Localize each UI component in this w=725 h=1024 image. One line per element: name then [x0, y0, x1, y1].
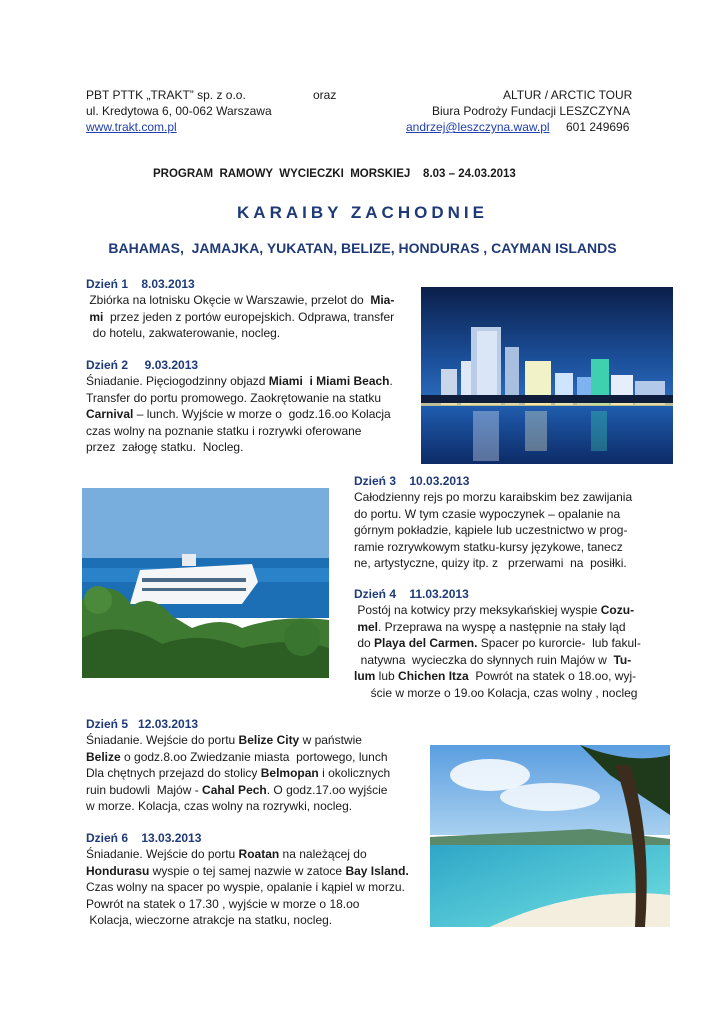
description-line — [86, 423, 416, 440]
text-segment: Śniadanie. Pięciogodzinny objazd — [86, 374, 269, 388]
day-description — [354, 602, 684, 701]
day-heading: Dzień 4 11.03.2013 — [354, 587, 469, 601]
text-segment: . O godz.17.oo wyjście — [266, 782, 388, 797]
day-block-3 — [354, 473, 684, 572]
description-line — [86, 292, 416, 309]
description-line — [86, 846, 426, 863]
day-block-4 — [354, 586, 684, 701]
description-line — [86, 798, 426, 815]
text-segment: natywna wycieczka do słynnych ruin Majów w — [354, 652, 614, 667]
text-segment: lub — [375, 669, 399, 683]
description-line — [354, 522, 684, 539]
description-line — [86, 782, 426, 799]
description-line — [354, 506, 684, 523]
text-segment: czas wolny na poznanie statku i rozrywki oferowane — [86, 423, 362, 438]
highlighted-place: Belize City — [238, 733, 300, 747]
highlighted-place: Playa del Carmen. — [374, 636, 478, 650]
text-segment: Zbiórka na lotnisku Okęcie w Warszawie, przelot do — [86, 293, 371, 307]
cruise-ship-photo — [82, 488, 329, 678]
text-segment: do portu. W tym czasie wypoczynek – opalanie na — [354, 506, 621, 521]
subtitle-destinations: BAHAMAS, JAMAJKA, YUKATAN, BELIZE, HONDURAS , CAYMAN ISLANDS — [108, 240, 617, 256]
text-segment: Powrót na statek o 18.oo, wyj- — [468, 669, 637, 683]
description-line — [354, 489, 684, 506]
highlighted-place: Tu- — [613, 652, 632, 667]
text-segment: w morze. Kolacja, czas wolny na rozrywki, nocleg. — [86, 799, 353, 813]
text-segment: na należącej do — [279, 847, 367, 861]
text-segment: przez jeden z portów europejskich. Odprawa, transfer — [103, 309, 395, 324]
highlighted-place: mel — [354, 619, 379, 634]
highlighted-place: Carnival — [86, 407, 134, 421]
miami-skyline-photo — [421, 287, 673, 464]
description-line — [354, 555, 684, 572]
day-description — [86, 846, 426, 929]
text-segment: wyspie o tej samej nazwie w zatoce — [149, 863, 346, 878]
highlighted-place: Chichen Itza — [398, 669, 469, 683]
agency-right-name: ALTUR / ARCTIC TOUR — [503, 88, 633, 102]
text-segment: Śniadanie. Wejście do portu — [86, 847, 239, 861]
highlighted-place: Hondurasu — [86, 863, 150, 878]
description-line — [354, 685, 684, 702]
day-heading: Dzień 6 13.03.2013 — [86, 831, 202, 845]
description-line — [354, 635, 684, 652]
text-segment: przez załogę statku. Nocleg. — [86, 440, 244, 454]
description-line — [86, 309, 416, 326]
day-description — [86, 373, 416, 456]
email-link[interactable]: andrzej@leszczyna.waw.pl — [406, 120, 550, 134]
text-segment: . Przeprawa na wyspę a następnie na stały ląd — [378, 619, 626, 634]
website-link[interactable]: www.trakt.com.pl — [86, 120, 177, 134]
description-line — [86, 439, 416, 456]
text-segment: Śniadanie. Wejście do portu — [86, 733, 239, 747]
description-line — [86, 749, 426, 766]
day-block-2 — [86, 357, 416, 456]
agency-right-foundation: Biura Podroży Fundacji LESZCZYNA — [432, 104, 631, 118]
highlighted-place: Miami i Miami Beach — [268, 374, 390, 388]
highlighted-place: Belize — [86, 749, 121, 764]
description-line — [354, 668, 684, 685]
description-line — [86, 912, 426, 929]
description-line — [354, 539, 684, 556]
description-line — [86, 325, 416, 342]
text-segment: w państwie — [299, 733, 362, 747]
description-line — [86, 390, 416, 407]
day-description — [86, 292, 416, 342]
text-segment: Dla chętnych przejazd do stolicy — [86, 766, 261, 780]
highlighted-place: Cahal Pech — [202, 782, 267, 797]
text-segment: Postój na kotwicy przy meksykańskiej wyspie — [354, 603, 601, 617]
highlighted-place: Roatan — [238, 847, 280, 861]
day-description — [354, 489, 684, 572]
text-segment: ne, artystyczne, quizy itp. z przerwami na posiłki. — [354, 556, 627, 570]
text-segment: ruin budowli Majów - — [86, 782, 203, 797]
description-line — [354, 652, 684, 669]
text-segment: – lunch. Wyjście w morze o godz.16.oo Kolacja — [133, 407, 391, 421]
beach-photo — [430, 745, 670, 927]
text-segment: Spacer po kurorcie- lub fakul- — [477, 636, 641, 650]
description-line — [86, 896, 426, 913]
text-segment: do hotelu, zakwaterowanie, nocleg. — [86, 326, 281, 340]
description-line — [354, 602, 684, 619]
highlighted-place: mi — [86, 309, 104, 324]
text-segment: Całodzienny rejs po morzu karaibskim bez zawijania — [354, 490, 633, 504]
day-block-6 — [86, 830, 426, 929]
highlighted-place: lum — [354, 669, 376, 683]
header-conjunction: oraz — [313, 88, 337, 102]
day-heading: Dzień 1 8.03.2013 — [86, 277, 195, 291]
description-line — [86, 879, 426, 896]
description-line — [354, 619, 684, 636]
program-title: PROGRAM RAMOWY WYCIECZKI MORSKIEJ 8.03 – 24.03.2013 — [153, 168, 516, 180]
text-segment: ście w morze o 19.oo Kolacja, czas wolny , nocleg — [354, 685, 638, 700]
text-segment: Czas wolny na spacer po wyspie, opalanie i kąpiel w morzu. — [86, 880, 405, 894]
day-heading: Dzień 3 10.03.2013 — [354, 474, 470, 488]
highlighted-place: Bay Island. — [345, 863, 409, 878]
text-segment: o godz.8.oo Zwiedzanie miasta portowego, lunch — [120, 749, 388, 764]
phone-number: 601 249696 — [566, 120, 630, 134]
day-block-1 — [86, 276, 416, 342]
description-line — [86, 406, 416, 423]
highlighted-place: Cozu- — [600, 603, 635, 617]
day-block-5 — [86, 716, 426, 815]
text-segment: ramie rozrywkowym statku-kursy językowe, tanecz — [354, 539, 623, 554]
highlighted-place: Mia- — [370, 293, 395, 307]
text-segment: górnym pokładzie, kąpiele lub uczestnictwo w prog- — [354, 523, 628, 537]
description-line — [86, 863, 426, 880]
description-line — [86, 732, 426, 749]
agency-left-address: ul. Kredytowa 6, 00-062 Warszawa — [86, 104, 272, 118]
text-segment: i okolicznych — [318, 766, 391, 780]
description-line — [86, 373, 416, 390]
main-title: KARAIBY ZACHODNIE — [237, 203, 488, 222]
text-segment: Kolacja, wieczorne atrakcje na statku, nocleg. — [86, 913, 333, 927]
day-heading: Dzień 5 12.03.2013 — [86, 717, 199, 731]
text-segment: Transfer do portu promowego. Zaokrętowanie na statku — [86, 390, 382, 405]
text-segment: . — [389, 374, 393, 388]
highlighted-place: Belmopan — [260, 766, 319, 780]
agency-left-name: PBT PTTK „TRAKT” sp. z o.o. — [86, 88, 246, 102]
text-segment: Powrót na statek o 17.30 , wyjście w morze o 18.oo — [86, 896, 360, 911]
text-segment: do — [354, 636, 375, 650]
day-heading: Dzień 2 9.03.2013 — [86, 358, 199, 372]
day-description — [86, 732, 426, 815]
description-line — [86, 765, 426, 782]
